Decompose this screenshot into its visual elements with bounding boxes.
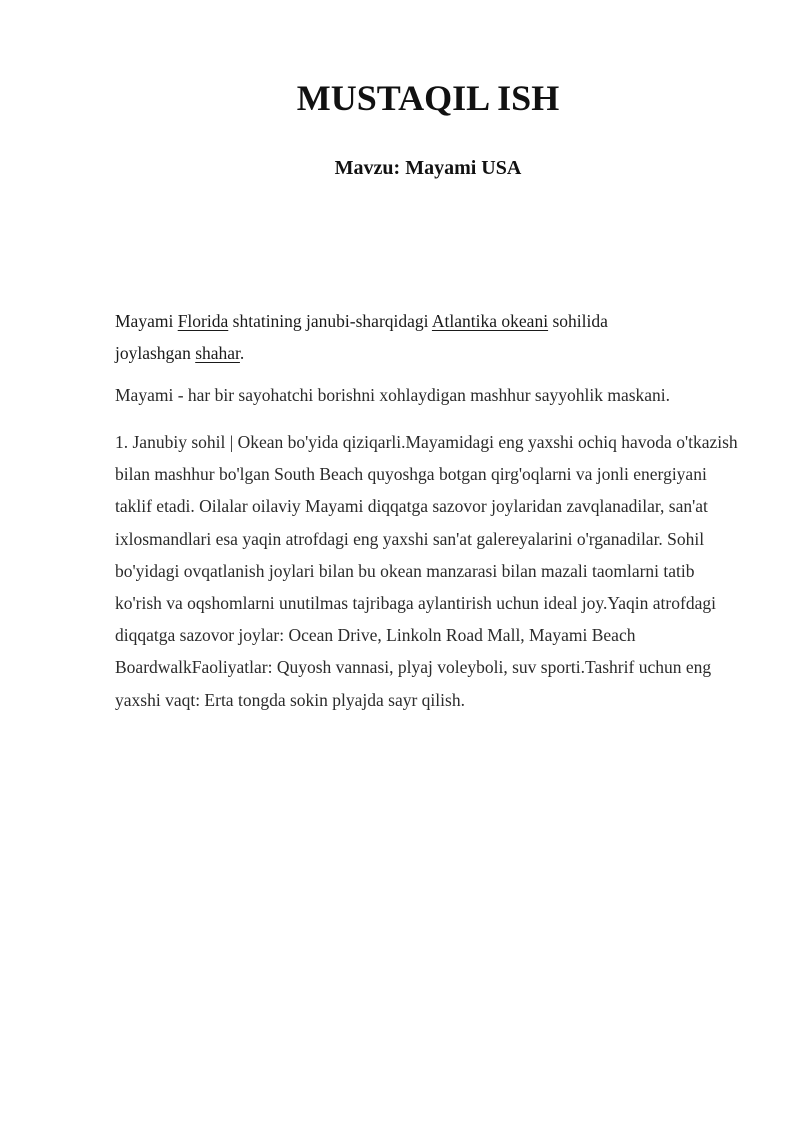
atlantika-okeani-link[interactable]: Atlantika okeani	[431, 311, 549, 331]
south-beach-paragraph: 1. Janubiy sohil | Okean bo'yida qiziqarli.Mayamidagi eng yaxshi ochiq havoda o'tkazish bilan mashhur bo'lgan South Beach quyoshga botgan qirg'oqlarni va jonli energiyani taklif etadi. Oilalar oilaviy Mayami diqqatga sazovor joylaridan zavqlanadilar, san'at ixlosmandlari esa yaqin atrofdagi eng yaxshi san'at galereyalarini o'rganadilar. Sohil bo'yidagi ovqatlanish joylari bilan bu okean manzarasi bilan mazali taomlarni tatib ko'rish va oqshomlarni unutilmas tajribaga aylantirish uchun ideal joy.Yaqin atrofdagi diqqatga sazovor joylar: Ocean Drive, Linkoln Road Mall, Mayami Beach BoardwalkFaoliyatlar: Quyosh vannasi, plyaj voleyboli, suv sporti.Tashrif uchun eng yaxshi vaqt: Erta tongda sokin plyajda sayr qilish.	[115, 432, 738, 710]
document-subtitle: Mavzu: Mayami USA	[334, 157, 522, 179]
summary-paragraph: Mayami - har bir sayohatchi borishni xohlaydigan mashhur sayyohlik maskani.	[115, 385, 671, 405]
intro-text-3: sohilida joylashgan	[115, 311, 608, 363]
intro-text-2: shtatining janubi-sharqidagi	[228, 311, 432, 331]
shahar-link[interactable]: shahar	[195, 343, 240, 363]
intro-text-4: .	[239, 343, 245, 363]
intro-paragraph	[115, 305, 675, 369]
document-title: MUSTAQIL ISH	[296, 78, 560, 118]
florida-link[interactable]: Florida	[177, 311, 229, 331]
intro-text-1: Mayami	[115, 311, 178, 331]
